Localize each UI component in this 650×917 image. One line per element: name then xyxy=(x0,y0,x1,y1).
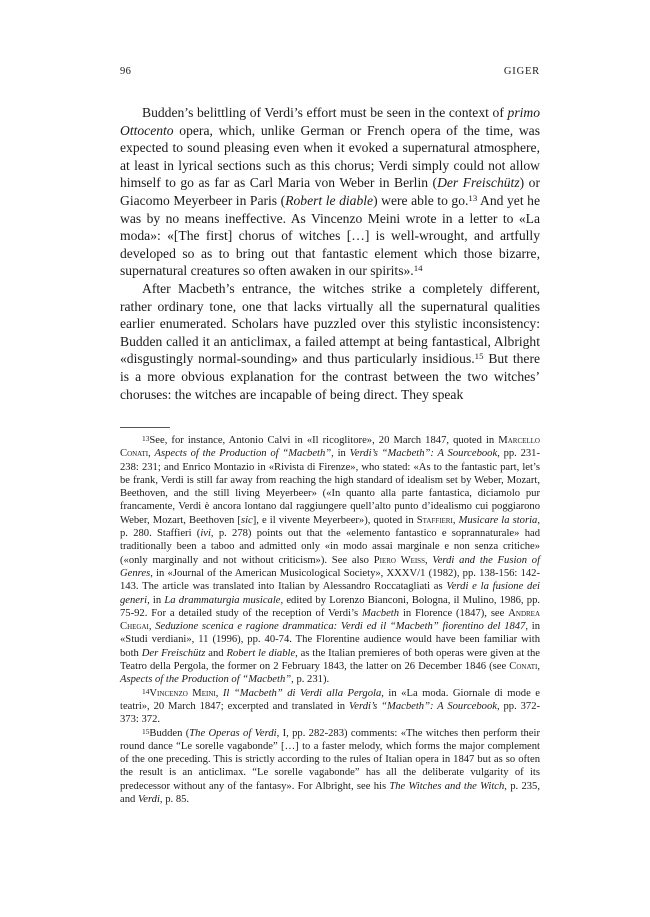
footnote-reference: 15 xyxy=(474,351,484,362)
body-paragraph: Budden’s belittling of Verdi’s effort must be seen in the context of primo Ottocento opera, which, unlike German or French opera of the time, was expected to sound pleasing even when it evoked a supernatural atmosphere, at least in lyrical sections such as this chorus; Verdi simply could not allow himself to go as far as Carl Maria von Weber in Berlin (Der Freischütz) or Giacomo Meyerbeer in Paris (Robert le diable) were able to go.$^{13}$ And yet he was by no means ineffective. As Vincenzo Meini wrote in a letter to «La moda»: «[The first] chorus of witches […] is well-wrought, and artfully developed so as to bring out that fantastic element which those bizarre, supernatural creatures so often awaken in our spirits».$^{14}$ xyxy=(120,105,540,279)
footnote-reference: 13 xyxy=(468,193,478,203)
footnote-13: $^{13}$See, for instance, Antonio Calvi in «Il ricoglitore», 20 March 1847, quoted in Marcello Conati, Aspects of the Production of “Macbeth”, in Verdi’s “Macbeth”: A Sourcebook, pp. 231-238: 231; and Enrico Montazio in «Rivista di Firenze», who stated: «As to the fantastic part, let’s be frank, Verdi is still far away from reaching the high standard of idealism set by Weber, Mozart, Beethoven, and the still living Meyerbeer» («In quanto alla parte fantastica, diciamolo pur francamente, Verdi è ancora lontano dal raggiungere quell’alto punto d’idealismo cui poggiarono Weber, Mozart, Beethoven [sic], e il vivente Meyerbeer»), quoted in Staffieri, Musicare la storia, p. 280. Staffieri (ivi, p. 278) points out that the «elemento fantastico e soprannaturale» had traditionally been a taboo and admitted only «in modo assai marginale e non senza critiche» («only marginally and not without criticism»). See also Piero Weiss, Verdi and the Fusion of Genres, in «Journal of the American Musicological Society», XXXV/1 (1982), pp. 138-156: 142-143. The article was translated into Italian by Alessandro Roccatagliati as Verdi e la fusione dei generi, in La drammaturgia musicale, edited by Lorenzo Bianconi, Bologna, il Mulino, 1986, pp. 75-92. For a detailed study of the reception of Verdi’s Macbeth in Florence (1847), see Andrea Chegai, Seduzione scenica e ragione drammatica: Verdi ed il “Macbeth” fiorentino del 1847, in «Studi verdiani», 11 (1996), pp. 40-74. The Florentine audience would have been familiar with both Der Freischütz and Robert le diable, as the Italian premieres of both operas were given at the Teatro della Pergola, the former on 2 February 1843, the latter on 26 December 1846 (see Conati, Aspects of the Production of “Macbeth”, p. 231). xyxy=(120,433,541,686)
footnote-divider xyxy=(120,427,170,428)
footnotes xyxy=(120,434,540,806)
page-number: 96 xyxy=(120,66,132,77)
running-title: GIGER xyxy=(503,66,540,77)
main-text xyxy=(120,104,540,403)
footnote-15: $^{15}$Budden (The Operas of Verdi, I, pp. 282-283) comments: «The witches then perform their round dance “Le sorelle vagabonde” […] to a faster melody, which forms the major complement of the one preceding. This is strictly according to the rules of Italian opera in 1847 but as so often the result is an anticlimax. “Le sorelle vagabonde” has all the deliberate vulgarity of its predecessor without any of the fantasy». For Albright, see his The Witches and the Witch, p. 235, and Verdi, p. 85. xyxy=(120,726,540,806)
footnote-reference: 14 xyxy=(413,263,423,274)
body-paragraph: After Macbeth’s entrance, the witches strike a completely different, rather ordinary tone, one that lacks virtually all the supernatural qualities earlier enumerated. Scholars have puzzled over this stylistic inconsistency: Budden called it an anticlimax, a failed attempt at being fantastical, Albright «disgustingly normal-sounding» and thus particularly insidious.$^{15}$ But there is a more obvious explanation for the contrast between the two witches’ choruses: the witches are incapable of being direct. They speak xyxy=(120,280,541,402)
footnote-14: $^{14}$Vincenzo Meini, Il “Macbeth” di Verdi alla Pergola, in «La moda. Giornale di mode e teatri», 20 March 1847; excerpted and translated in Verdi’s “Macbeth”: A Sourcebook, pp. 372-373: 372. xyxy=(120,686,541,726)
